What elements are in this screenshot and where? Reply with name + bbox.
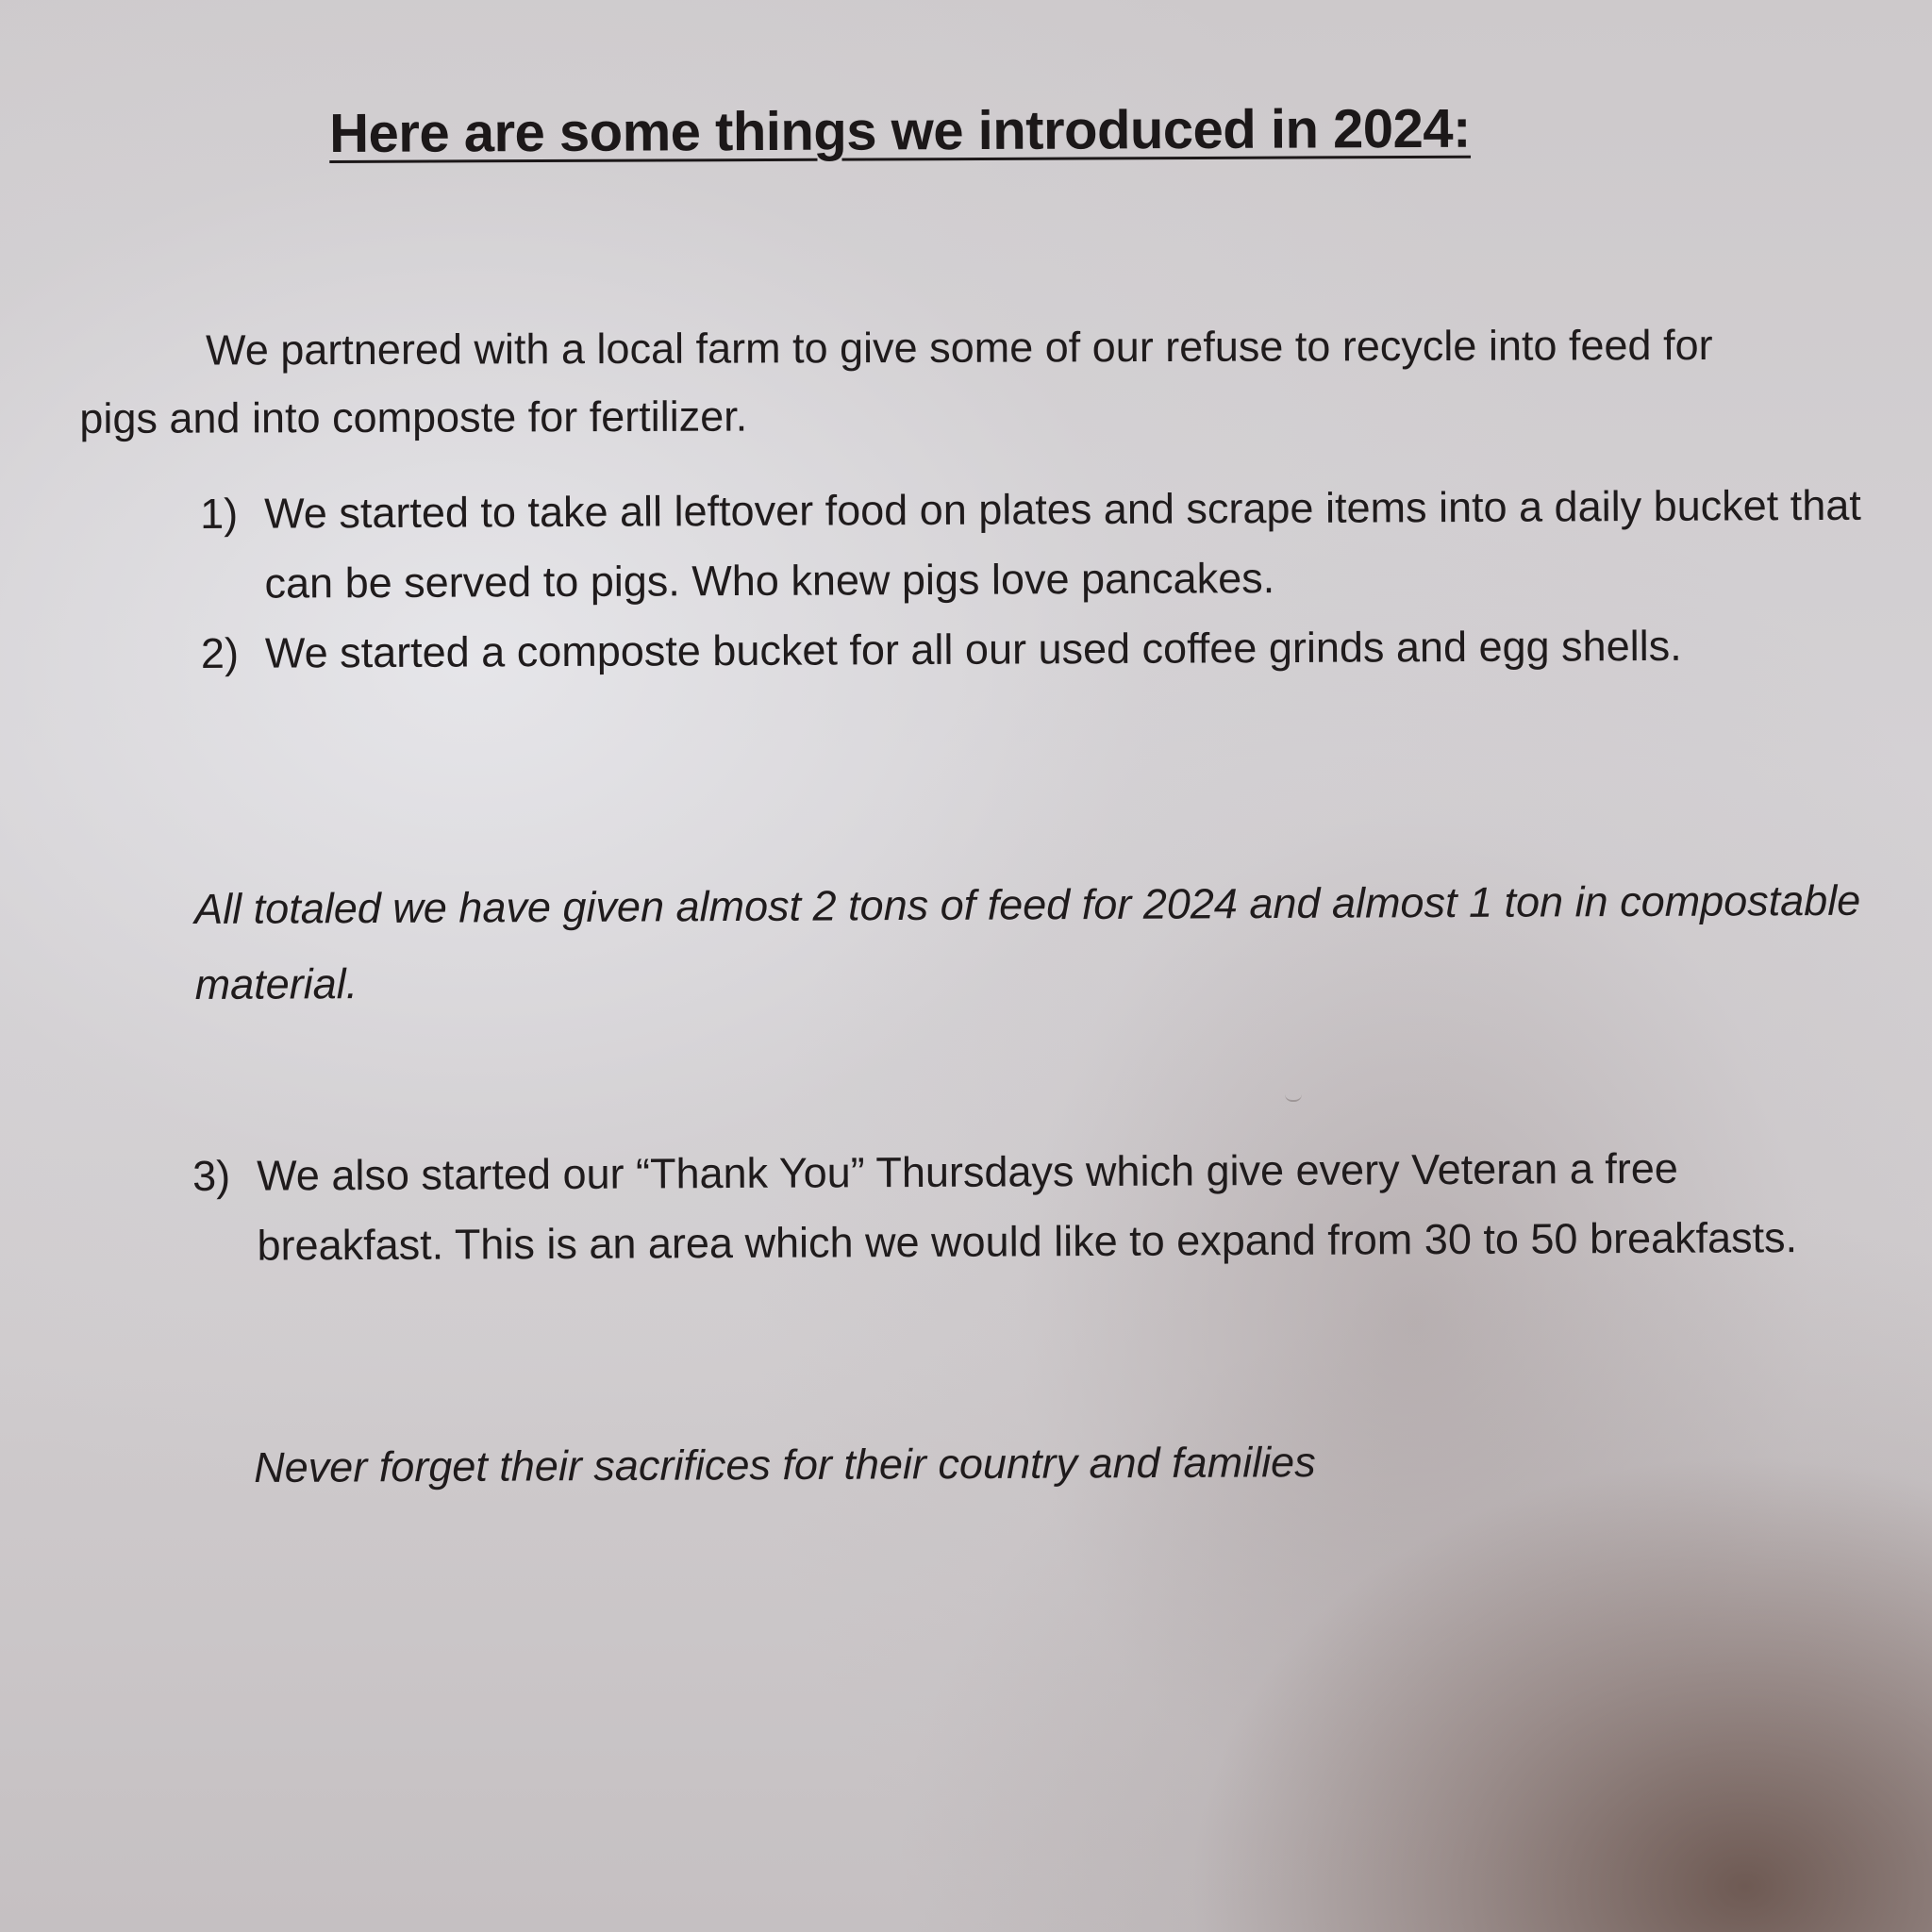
list-item-number: 2) <box>200 628 240 677</box>
list-item-1 <box>200 471 1880 619</box>
intro-paragraph: We partnered with a local farm to give some of our refuse to recycle into feed for pigs and into composte for fertilizer. <box>79 320 1713 442</box>
list-item-text: We started a composte bucket for all our used coffee grinds and egg shells. <box>264 621 1682 677</box>
list-item-2 <box>201 610 1880 689</box>
totals-note: All totaled we have given almost 2 tons of feed for 2024 and almost 1 ton in compostable material. <box>194 875 1861 1008</box>
list-item-number: 3) <box>192 1151 231 1200</box>
paper-speck <box>1285 1094 1302 1102</box>
page-title: Here are some things we introduced in 2024: <box>329 97 1472 164</box>
closing-note: Never forget their sacrifices for their country and families <box>254 1438 1316 1491</box>
list-item-text: We also started our “Thank You” Thursdays which give every Veteran a free breakfast. This is an area which we would like to expand from 30 to 50 breakfasts. <box>257 1143 1798 1270</box>
list-item-text: We started to take all leftover food on plates and scrape items into a daily bucket that can be served to pigs. Who knew pigs love pancakes. <box>264 480 1861 608</box>
list-item-3 <box>192 1133 1873 1281</box>
numbered-list-continued <box>192 1133 1873 1281</box>
numbered-list <box>200 471 1880 689</box>
list-item-number: 1) <box>200 489 239 538</box>
